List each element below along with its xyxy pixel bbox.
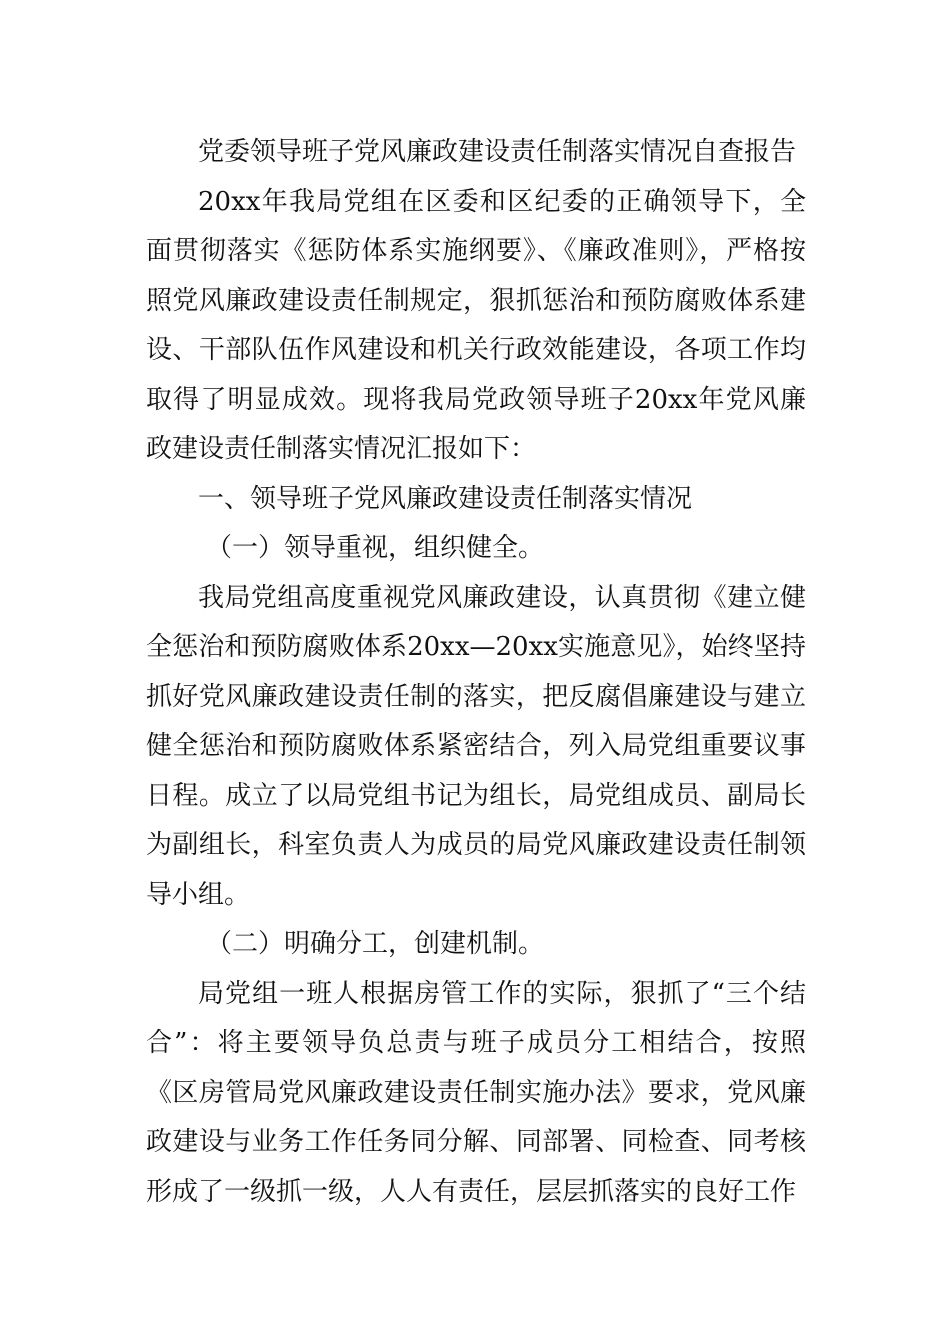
section-heading-1: 一、领导班子党风廉政建设责任制落实情况 [198, 483, 693, 514]
intro-paragraph: 20xx年我局党组在区委和区纪委的正确领导下，全面贯彻落实《惩防体系实施纲要》、《廉政准则》，严格按照党风廉政建设责任制规定，狠抓惩治和预防腐败体系建设、干部队伍作风建设和机关行政效能建设，各项工作均取得了明显成效。现将我局党政领导班子20xx年党风廉政建设责任制落实情况汇报如下： [146, 186, 806, 464]
document-title: 党委领导班子党风廉政建设责任制落实情况自查报告 [198, 137, 797, 167]
subsection-body-2: 局党组一班人根据房管工作的实际，狠抓了“三个结合”：将主要领导负总责与班子成员分工相结合，按照《区房管局党风廉政建设责任制实施办法》要求，党风廉政建设与业务工作任务同分解、同部署、同检查、同考核形成了一级抓一级，人人有责任，层层抓落实的良好工作 [146, 978, 806, 1207]
subsection-heading-1: （一）领导重视，组织健全。 [206, 533, 545, 563]
subsection-heading-2: （二）明确分工，创建机制。 [206, 929, 545, 959]
subsection-body-1: 我局党组高度重视党风廉政建设，认真贯彻《建立健全惩治和预防腐败体系20xx—20xx实施意见》，始终坚持抓好党风廉政建设责任制的落实，把反腐倡廉建设与建立健全惩治和预防腐败体系紧密结合，列入局党组重要议事日程。成立了以局党组书记为组长，局党组成员、副局长为副组长，科室负责人为成员的局党风廉政建设责任制领导小组。 [146, 582, 806, 910]
document-page [146, 128, 806, 1217]
